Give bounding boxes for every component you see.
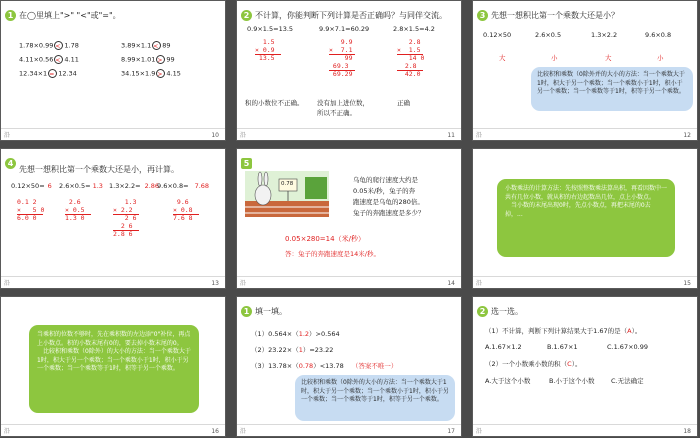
answer: 小: [551, 54, 558, 62]
expr-row: 0.12×50= 6: [11, 182, 52, 190]
choice-question-1: （1）不计算，判断下列计算结果大于1.67的是（A）。: [485, 327, 642, 335]
compare-row-1b: 3.89×1.1 < 89: [121, 41, 171, 50]
question-number-badge: 2: [241, 10, 252, 21]
option: C.无法确定: [611, 377, 644, 385]
vertical-calc-1: 1.5 × 0.9 13.5: [255, 39, 281, 63]
question-number-badge: 1: [5, 10, 16, 21]
question-number-badge: 5: [241, 158, 252, 169]
expr: 9.9×7.1=60.29: [319, 25, 370, 33]
solution-formula: 0.05×280=14（米/秒）: [285, 235, 365, 243]
slide-title: 在◯里填上">" "<"或"="。: [19, 11, 121, 20]
page-number: 13: [211, 280, 219, 287]
expr: 0.12×50: [483, 31, 512, 39]
slide-thumbnail-14[interactable]: [236, 148, 462, 289]
rabbit-race-illustration: [245, 171, 329, 217]
compare-row-1: 1.78×0.99 < 1.78: [19, 41, 79, 50]
slide-footer: 沿 15: [473, 276, 697, 288]
solution-answer: 答：兔子的奔跑速度是14米/秒。: [285, 250, 380, 258]
answer: 小: [657, 54, 664, 62]
option: A.大于这个小数: [485, 377, 531, 385]
note: 正确: [397, 99, 410, 107]
slide-footer: 沿 13: [1, 276, 225, 288]
vertical-calc-2: 2.6 × 0.5 1.3 0: [65, 199, 91, 223]
vertical-calc-2: 9.9 × 7.1 99 69.3 69.29: [329, 39, 355, 79]
page-number: 11: [447, 132, 455, 139]
expr: 1.3×2.2: [591, 31, 618, 39]
compare-row-2b: 8.99×1.01 > 99: [121, 55, 175, 64]
vertical-calc-3: 2.8 × 1.5 14 0 2.8 42.0: [397, 38, 425, 78]
expr-row: 9.6×0.8= 7.68: [157, 182, 210, 190]
page-number: 17: [447, 428, 455, 435]
vertical-calc-3: 1.3 × 2.2 2 6 2 6 2.8 6: [113, 199, 139, 239]
vertical-calc-1: 0.1 2 × 5 0 6.0 0: [17, 198, 45, 222]
rule-bubble: 比较积和乘数（0除外并的大小的方法：当一个乘数大于1时，积大于另一个乘数；当一个乘数小于1时，积小于另一个乘数；当一个乘数等于1时，积等于另一个乘数。: [531, 67, 693, 111]
question-number-badge: 4: [5, 158, 16, 169]
slide-thumbnail-17[interactable]: [236, 296, 462, 437]
slide-footer: 沿 14: [237, 276, 461, 288]
expr: 9.6×0.8: [645, 31, 672, 39]
slide-footer: 沿 10: [1, 128, 225, 140]
slide-footer: 沿 11: [237, 128, 461, 140]
page-number: 14: [447, 280, 455, 287]
page-number: 16: [211, 428, 219, 435]
question-number-badge: 2: [477, 306, 488, 317]
option: B.1.67×1: [547, 343, 578, 351]
page-number: 12: [683, 132, 691, 139]
slide-thumbnail-15[interactable]: [472, 148, 698, 289]
fill-item-3: （3）13.78×（0.78）<13.78 （答案不唯一）: [251, 362, 398, 370]
slide-footer: 沿 18: [473, 424, 697, 436]
slide-thumbnail-16[interactable]: [0, 296, 226, 437]
summary-box: 当乘积的位数不够时，先在乘积数的左边添"0"补位，再点上小数点。积的小数末尾有0的，要去掉小数末尾的0。 比较积和乘数（0除外）的大小的方法：当一个乘数大于1时，积大于另一个乘数；当一个乘数小于1时，积小于另一个乘数；当一个乘数等于1时，积等于另一个乘数。: [29, 325, 199, 413]
slide-thumbnail-11[interactable]: [236, 0, 462, 141]
compare-row-3b: 34.15×1.9 > 4.15: [121, 69, 181, 78]
slide-title: 选一选。: [491, 307, 523, 316]
fill-item-2: （2）23.22×（1）=23.22: [251, 346, 334, 354]
expr: 0.9×1.5=13.5: [247, 25, 294, 33]
slide-thumbnail-13[interactable]: [0, 148, 226, 289]
slide-footer: 沿 12: [473, 128, 697, 140]
expr: 2.8×1.5=4.2: [393, 25, 435, 33]
slide-thumbnail-12[interactable]: [472, 0, 698, 141]
slide-title: 先想一想积比第一个乘数大还是小，再计算。: [19, 165, 179, 174]
answer: 大: [605, 54, 612, 62]
page-number: 18: [683, 428, 691, 435]
slide-title: 先想一想积比第一个乘数大还是小？: [491, 11, 619, 20]
slide-title: 不计算，你能判断下列计算是否正确吗？与同伴交流。: [255, 11, 447, 20]
expr: 2.6×0.5: [535, 31, 562, 39]
problem-text: 乌龟的爬行速度大约是 0.05米/秒，兔子的奔 跑速度是乌龟的280倍。 兔子的奔跑速度是多少？: [353, 176, 425, 217]
sign-text: 0.78: [281, 181, 294, 187]
question-number-badge: 1: [241, 306, 252, 317]
note: 积的小数位不正确。: [245, 99, 304, 107]
choice-question-2: （2）一个小数乘小数的积（C）。: [485, 360, 582, 368]
slide-thumbnail-10[interactable]: [0, 0, 226, 141]
vertical-calc-4: 9.6 × 0.8 7.6 8: [173, 199, 199, 223]
slide-footer: 沿 16: [1, 424, 225, 436]
slide-thumbnail-18[interactable]: [472, 296, 698, 437]
page-number: 15: [683, 280, 691, 287]
option: B.小于这个小数: [549, 377, 595, 385]
page-number: 10: [211, 132, 219, 139]
expr-row: 2.6×0.5= 1.3: [59, 182, 103, 190]
slide-footer: 沿 17: [237, 424, 461, 436]
slide-title: 填一填。: [255, 307, 287, 316]
rule-bubble: 比较积和乘数（0除外的大小的方法：当一个乘数大于1时，积大于另一个乘数；当一个乘数小于1时，积小于另一个乘数；当一个乘数等于1时，积等于另一个乘数。: [295, 375, 455, 421]
compare-row-2: 4.11×0.56 < 4.11: [19, 55, 79, 64]
compare-row-3: 12.34×1 = 12.34: [19, 69, 77, 78]
expr-row: 1.3×2.2= 2.86: [109, 182, 160, 190]
option: A.1.67×1.2: [485, 343, 522, 351]
summary-box: 小数乘法的计算方法：先按照整数乘法算出积，再看因数中一共有几位小数，就从积的右边起数出几位，点上小数点。 当小数的末尾出现0时，先点小数点，再把末尾的0去掉，...: [497, 179, 675, 257]
option: C.1.67×0.99: [607, 343, 648, 351]
answer: 大: [499, 54, 506, 62]
fill-item-1: （1）0.564×（1.2）>0.564: [251, 330, 340, 338]
note: 没有加上进位数，所以不正确。: [317, 99, 369, 117]
question-number-badge: 3: [477, 10, 488, 21]
